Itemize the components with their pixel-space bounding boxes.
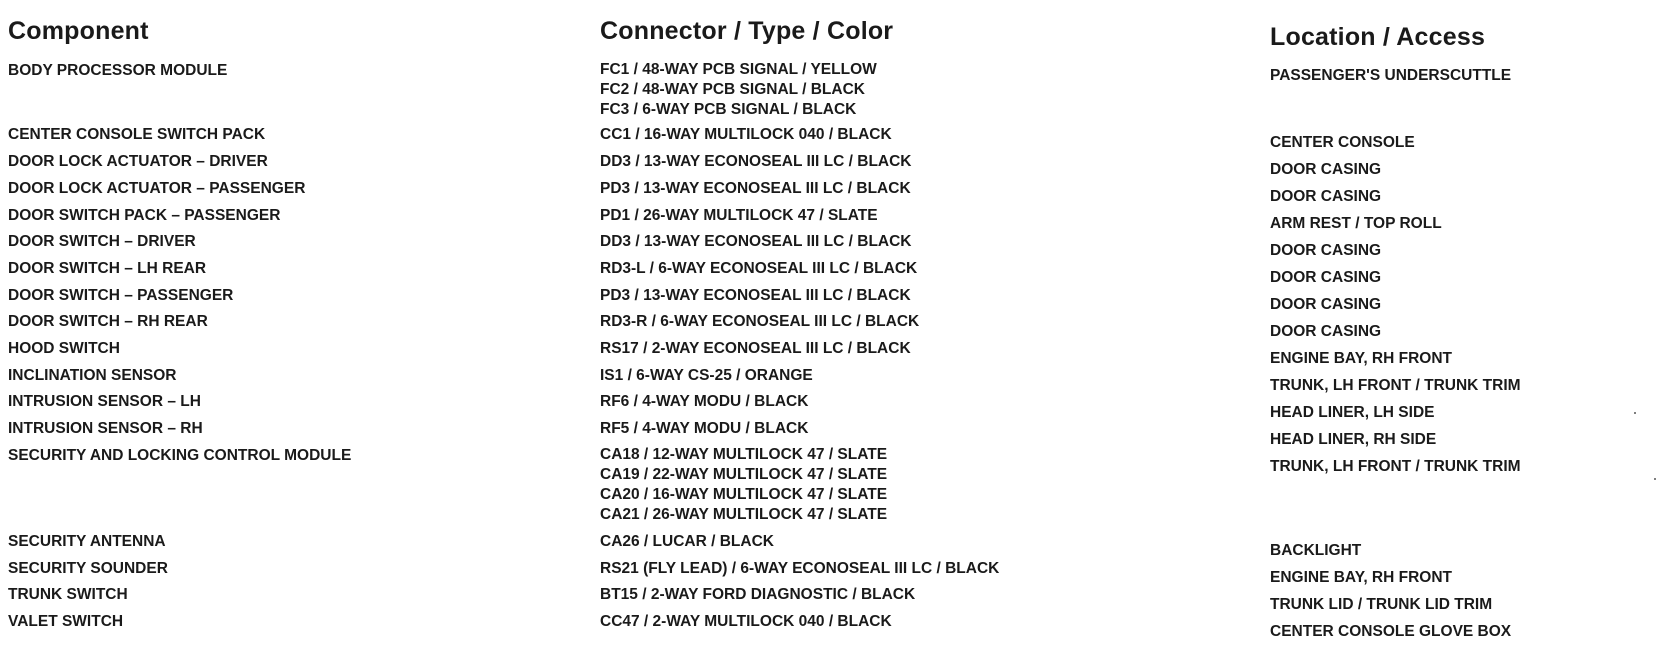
connector-cell xyxy=(600,231,912,252)
component-cell: TRUNK SWITCH xyxy=(8,586,128,603)
connector-line: PD3 / 13-WAY ECONOSEAL III LC / BLACK xyxy=(600,180,911,197)
connector-cell xyxy=(600,285,911,306)
connector-line: CA26 / LUCAR / BLACK xyxy=(600,533,774,550)
location-cell: DOOR CASING xyxy=(1270,242,1382,259)
connector-cell xyxy=(600,445,887,525)
connector-line: CA21 / 26-WAY MULTILOCK 47 / SLATE xyxy=(600,506,888,523)
connector-line: IS1 / 6-WAY CS-25 / ORANGE xyxy=(600,367,813,384)
component-cell: INTRUSION SENSOR – RH xyxy=(8,420,203,437)
connector-cell xyxy=(600,151,912,172)
component-cell: DOOR SWITCH – PASSENGER xyxy=(8,287,234,304)
location-cell: DOOR CASING xyxy=(1270,161,1382,178)
connector-line: CC47 / 2-WAY MULTILOCK 040 / BLACK xyxy=(600,613,892,630)
location-header: Location / Access xyxy=(1270,23,1486,51)
component-cell: CENTER CONSOLE SWITCH PACK xyxy=(8,126,266,143)
component-cell: SECURITY SOUNDER xyxy=(8,560,168,577)
connector-line: FC3 / 6-WAY PCB SIGNAL / BLACK xyxy=(600,101,857,118)
location-cell: TRUNK, LH FRONT / TRUNK TRIM xyxy=(1270,377,1521,394)
connector-line: RF5 / 4-WAY MODU / BLACK xyxy=(600,420,809,437)
component-header: Component xyxy=(8,17,149,45)
connector-cell xyxy=(600,178,911,199)
location-cell: TRUNK LID / TRUNK LID TRIM xyxy=(1270,596,1493,613)
location-cell: CENTER CONSOLE xyxy=(1270,134,1415,151)
connector-line: RS21 (FLY LEAD) / 6-WAY ECONOSEAL III LC / BLACK xyxy=(600,560,1000,577)
location-cell: TRUNK, LH FRONT / TRUNK TRIM xyxy=(1270,458,1521,475)
connector-cell xyxy=(600,60,877,120)
component-cell: HOOD SWITCH xyxy=(8,340,120,357)
connector-line: RD3-R / 6-WAY ECONOSEAL III LC / BLACK xyxy=(600,313,920,330)
location-cell: HEAD LINER, RH SIDE xyxy=(1270,431,1437,448)
connector-line: RF6 / 4-WAY MODU / BLACK xyxy=(600,393,809,410)
connector-line: CA19 / 22-WAY MULTILOCK 47 / SLATE xyxy=(600,466,888,483)
connector-cell xyxy=(600,205,878,226)
connector-cell xyxy=(600,531,774,552)
component-cell: BODY PROCESSOR MODULE xyxy=(8,62,228,79)
connector-line: PD3 / 13-WAY ECONOSEAL III LC / BLACK xyxy=(600,287,911,304)
location-cell: CENTER CONSOLE GLOVE BOX xyxy=(1270,623,1512,640)
component-cell: DOOR LOCK ACTUATOR – DRIVER xyxy=(8,153,268,170)
location-cell: BACKLIGHT xyxy=(1270,542,1362,559)
location-cell: ENGINE BAY, RH FRONT xyxy=(1270,569,1453,586)
connector-header: Connector / Type / Color xyxy=(600,17,894,45)
connector-line: FC2 / 48-WAY PCB SIGNAL / BLACK xyxy=(600,81,865,98)
connector-line: CC1 / 16-WAY MULTILOCK 040 / BLACK xyxy=(600,126,892,143)
scan-speck xyxy=(1654,478,1656,480)
connector-line: PD1 / 26-WAY MULTILOCK 47 / SLATE xyxy=(600,207,878,224)
component-cell: SECURITY AND LOCKING CONTROL MODULE xyxy=(8,447,352,464)
component-cell: DOOR SWITCH PACK – PASSENGER xyxy=(8,207,281,224)
connector-line: DD3 / 13-WAY ECONOSEAL III LC / BLACK xyxy=(600,153,912,170)
connector-line: RS17 / 2-WAY ECONOSEAL III LC / BLACK xyxy=(600,340,911,357)
connector-cell xyxy=(600,558,999,579)
connector-cell xyxy=(600,418,808,439)
connector-cell xyxy=(600,365,813,386)
component-cell: INCLINATION SENSOR xyxy=(8,367,177,384)
location-cell: DOOR CASING xyxy=(1270,296,1382,313)
connector-cell xyxy=(600,391,808,412)
component-cell: DOOR SWITCH – RH REAR xyxy=(8,313,208,330)
connector-cell xyxy=(600,338,911,359)
scan-speck xyxy=(1634,412,1636,414)
location-cell: PASSENGER'S UNDERSCUTTLE xyxy=(1270,67,1512,84)
connector-cell xyxy=(600,611,892,632)
connector-line: RD3-L / 6-WAY ECONOSEAL III LC / BLACK xyxy=(600,260,918,277)
component-cell: DOOR LOCK ACTUATOR – PASSENGER xyxy=(8,180,306,197)
component-cell: SECURITY ANTENNA xyxy=(8,533,166,550)
location-cell: ENGINE BAY, RH FRONT xyxy=(1270,350,1453,367)
component-cell: DOOR SWITCH – LH REAR xyxy=(8,260,207,277)
location-cell: HEAD LINER, LH SIDE xyxy=(1270,404,1435,421)
connector-cell xyxy=(600,258,917,279)
location-cell: ARM REST / TOP ROLL xyxy=(1270,215,1442,232)
connector-line: CA18 / 12-WAY MULTILOCK 47 / SLATE xyxy=(600,446,888,463)
connector-line: BT15 / 2-WAY FORD DIAGNOSTIC / BLACK xyxy=(600,586,916,603)
component-cell: DOOR SWITCH – DRIVER xyxy=(8,233,196,250)
component-cell: VALET SWITCH xyxy=(8,613,124,630)
connector-line: FC1 / 48-WAY PCB SIGNAL / YELLOW xyxy=(600,61,877,78)
connector-line: CA20 / 16-WAY MULTILOCK 47 / SLATE xyxy=(600,486,888,503)
location-cell: DOOR CASING xyxy=(1270,323,1382,340)
connector-line: DD3 / 13-WAY ECONOSEAL III LC / BLACK xyxy=(600,233,912,250)
component-cell: INTRUSION SENSOR – LH xyxy=(8,393,201,410)
connector-cell xyxy=(600,124,892,145)
location-cell: DOOR CASING xyxy=(1270,188,1382,205)
connector-cell xyxy=(600,584,915,605)
location-cell: DOOR CASING xyxy=(1270,269,1382,286)
connector-cell xyxy=(600,311,919,332)
